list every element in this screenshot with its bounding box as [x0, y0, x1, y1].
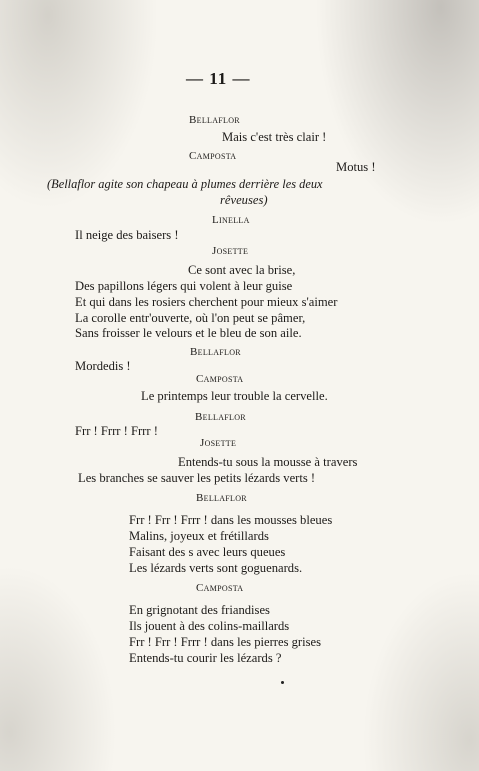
speaker-josette: Josette	[200, 437, 237, 449]
verse-line: En grignotant des friandises	[129, 603, 270, 617]
verse-line: Il neige des baisers !	[75, 228, 179, 242]
stage-direction: (Bellaflor agite son chapeau à plumes derrière les deux	[47, 177, 323, 191]
verse-line: Le printemps leur trouble la cervelle.	[141, 389, 328, 403]
verse-line: Mais c'est très clair !	[222, 130, 327, 144]
speaker-camposta: Camposta	[196, 582, 244, 594]
verse-line: Frr ! Frrr ! Frrr !	[75, 424, 158, 438]
ink-dot	[281, 681, 284, 684]
verse-line: Frr ! Frr ! Frrr ! dans les pierres grises	[129, 635, 322, 649]
verse-line: Ce sont avec la brise,	[188, 263, 296, 277]
speaker-bellaflor: Bellaflor	[189, 114, 240, 126]
verse-line: Les branches se sauver les petits lézards verts !	[78, 471, 316, 485]
verse-line: Sans froisser le velours et le bleu de son aile.	[75, 326, 302, 340]
verse-line: Frr ! Frr ! Frrr ! dans les mousses bleues	[129, 513, 333, 527]
speaker-bellaflor: Bellaflor	[196, 492, 247, 504]
verse-line: Les lézards verts sont goguenards.	[129, 561, 303, 575]
verse-line: Mordedis !	[75, 359, 131, 373]
verse-line: La corolle entr'ouverte, où l'on peut se pâmer,	[75, 311, 306, 325]
speaker-bellaflor: Bellaflor	[190, 346, 241, 358]
verse-line: Entends-tu courir les lézards ?	[129, 651, 282, 665]
speaker-josette: Josette	[212, 245, 249, 257]
speaker-linella: Linella	[212, 214, 250, 226]
verse-line: Malins, joyeux et frétillards	[129, 529, 269, 543]
verse-line: Entends-tu sous la mousse à travers	[178, 455, 358, 469]
stage-direction: rêveuses)	[220, 193, 268, 207]
verse-line: Motus !	[336, 160, 376, 174]
verse-line: Ils jouent à des colins-maillards	[129, 619, 290, 633]
speaker-camposta: Camposta	[189, 150, 237, 162]
verse-line: Faisant des s avec leurs queues	[129, 545, 286, 559]
speaker-camposta: Camposta	[196, 373, 244, 385]
speaker-bellaflor: Bellaflor	[195, 411, 246, 423]
verse-line: Des papillons légers qui volent à leur guise	[75, 279, 293, 293]
page-number: — 11 —	[186, 69, 251, 88]
verse-line: Et qui dans les rosiers cherchent pour mieux s'aimer	[75, 295, 338, 309]
